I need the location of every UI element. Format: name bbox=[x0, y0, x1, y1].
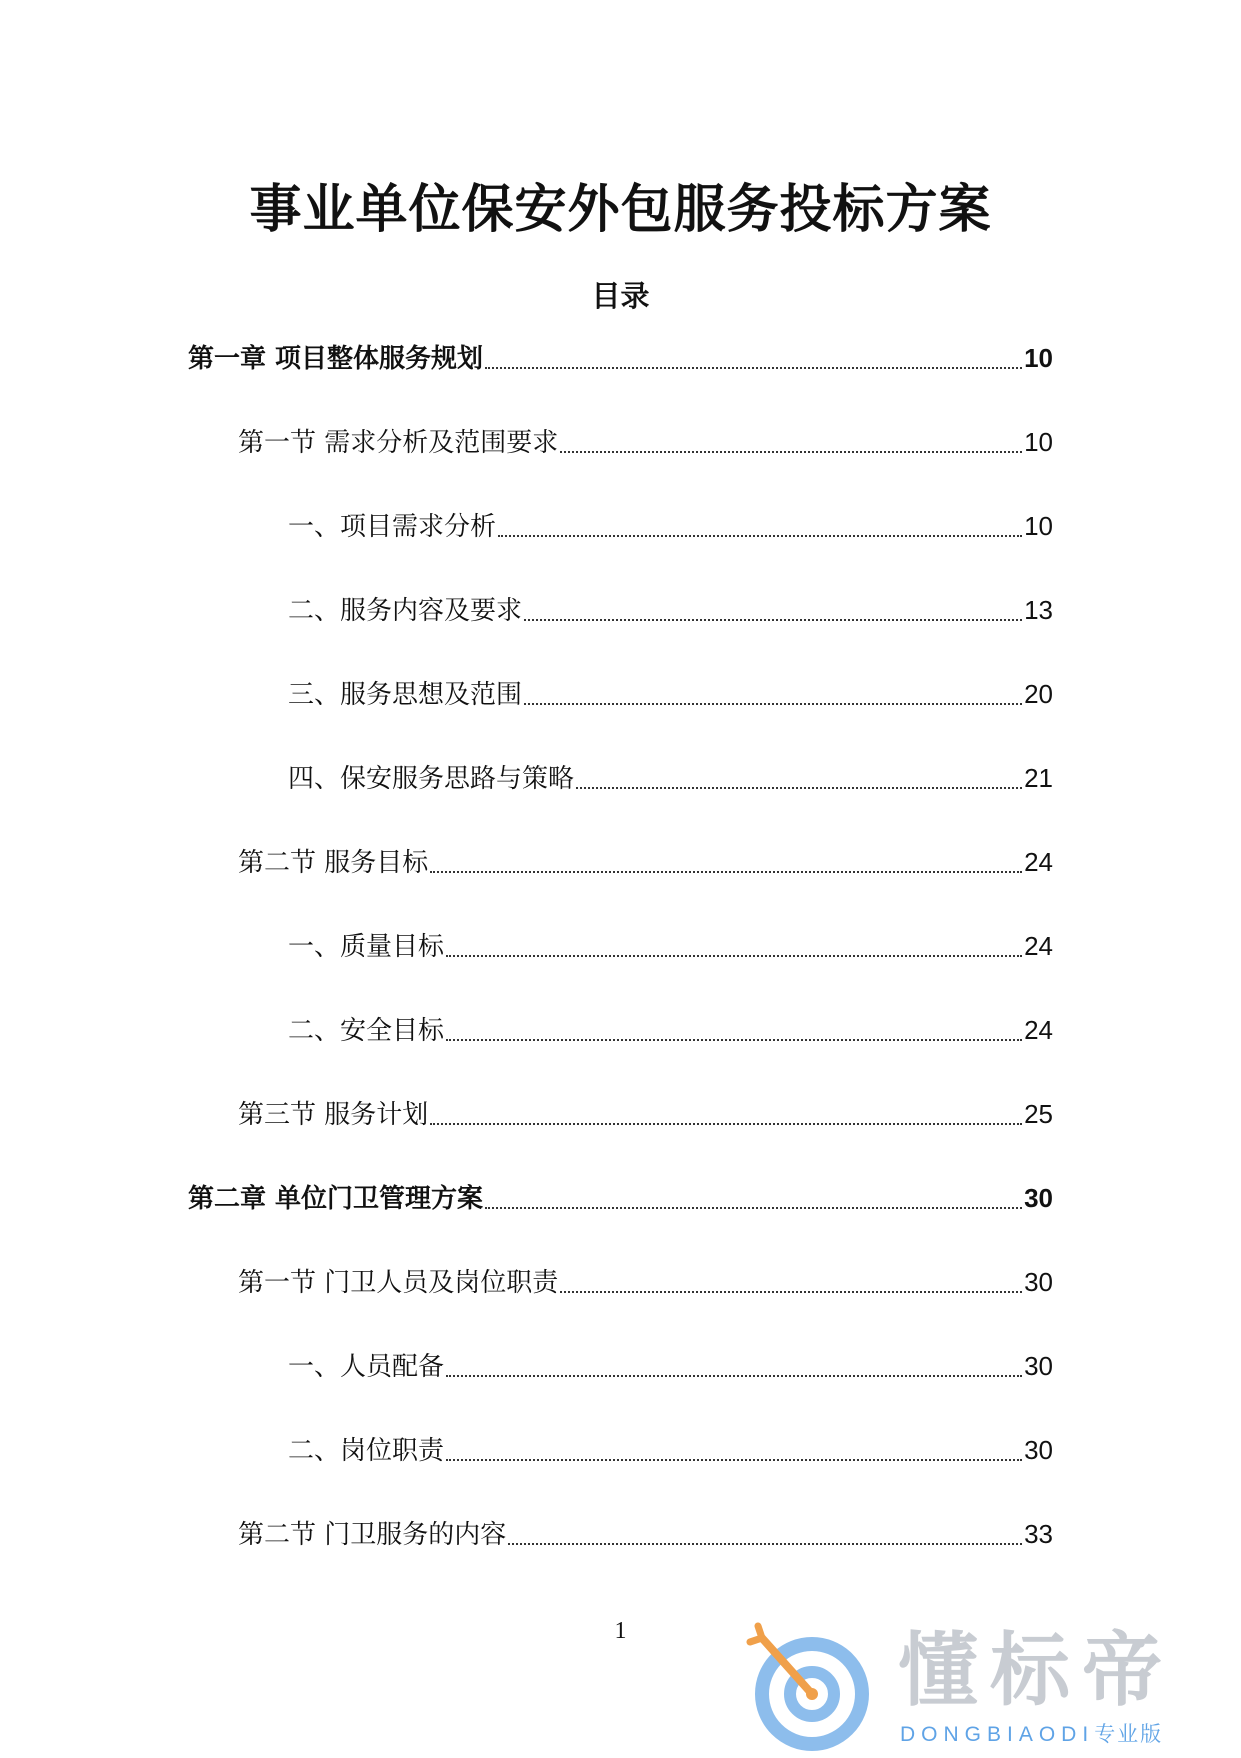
watermark-edition: 专业版 bbox=[1094, 1723, 1164, 1746]
toc-entry-page: 33 bbox=[1024, 1519, 1053, 1549]
toc-entry-page: 10 bbox=[1024, 511, 1053, 541]
toc-dot-leader bbox=[446, 955, 1022, 957]
watermark-subtitle bbox=[900, 1722, 1163, 1748]
toc-entry[interactable] bbox=[288, 758, 1053, 798]
toc-entry-page: 30 bbox=[1024, 1435, 1053, 1465]
toc-dot-leader bbox=[485, 367, 1022, 369]
toc-dot-leader bbox=[430, 871, 1022, 873]
toc-entry-page: 21 bbox=[1024, 763, 1053, 793]
toc-entry-label: 二、安全目标 bbox=[288, 1016, 445, 1046]
toc-dot-leader bbox=[524, 703, 1022, 705]
toc-entry-page: 25 bbox=[1024, 1099, 1053, 1129]
page-number: 1 bbox=[614, 1618, 627, 1644]
toc-entry[interactable] bbox=[188, 1178, 1053, 1218]
toc-entry-page: 13 bbox=[1024, 595, 1053, 625]
toc-heading: 目录 bbox=[591, 279, 650, 313]
toc-entry-page: 30 bbox=[1024, 1351, 1053, 1381]
toc-entry-label: 二、服务内容及要求 bbox=[288, 596, 523, 626]
toc-dot-leader bbox=[430, 1123, 1022, 1125]
watermark-latin: DONGBIAODI bbox=[900, 1723, 1095, 1746]
toc-entry-page: 20 bbox=[1024, 679, 1053, 709]
toc-entry[interactable] bbox=[238, 1094, 1053, 1134]
toc-entry-label: 一、项目需求分析 bbox=[288, 512, 497, 542]
watermark-brand: 懂标帝 bbox=[898, 1624, 1174, 1717]
toc-entry-label: 第一节 门卫人员及岗位职责 bbox=[238, 1268, 559, 1298]
watermark bbox=[740, 1618, 1240, 1754]
toc-entry-label: 第一章 项目整体服务规划 bbox=[188, 344, 484, 374]
toc-dot-leader bbox=[446, 1039, 1022, 1041]
toc-entry-label: 一、人员配备 bbox=[288, 1352, 445, 1382]
document-title: 事业单位保安外包服务投标方案 bbox=[249, 180, 992, 240]
target-arrow-icon bbox=[740, 1618, 890, 1758]
toc-entry-page: 30 bbox=[1024, 1267, 1053, 1297]
toc-entry[interactable] bbox=[288, 674, 1053, 714]
toc-entry[interactable] bbox=[288, 1430, 1053, 1470]
toc-entry-label: 第二节 服务目标 bbox=[238, 848, 429, 878]
toc-entry-label: 第三节 服务计划 bbox=[238, 1100, 429, 1130]
toc-entry[interactable] bbox=[288, 1010, 1053, 1050]
toc-dot-leader bbox=[560, 1291, 1022, 1293]
toc-entry-page: 24 bbox=[1024, 847, 1053, 877]
toc-dot-leader bbox=[576, 787, 1022, 789]
toc-dot-leader bbox=[560, 451, 1022, 453]
toc-dot-leader bbox=[524, 619, 1022, 621]
toc-dot-leader bbox=[508, 1543, 1022, 1545]
toc-entry-page: 10 bbox=[1024, 427, 1053, 457]
toc-entry[interactable] bbox=[288, 1346, 1053, 1386]
toc-entry[interactable] bbox=[288, 926, 1053, 966]
toc-entry-page: 10 bbox=[1024, 343, 1053, 373]
toc-entry-page: 30 bbox=[1024, 1183, 1053, 1213]
toc-entry-label: 第二章 单位门卫管理方案 bbox=[188, 1184, 484, 1214]
toc-entry-label: 三、服务思想及范围 bbox=[288, 680, 523, 710]
toc-entry-page: 24 bbox=[1024, 1015, 1053, 1045]
toc-dot-leader bbox=[446, 1375, 1022, 1377]
toc-dot-leader bbox=[485, 1207, 1022, 1209]
toc-entry-label: 一、质量目标 bbox=[288, 932, 445, 962]
toc-entry-page: 24 bbox=[1024, 931, 1053, 961]
toc-dot-leader bbox=[446, 1459, 1022, 1461]
toc-entry-label: 第一节 需求分析及范围要求 bbox=[238, 428, 559, 458]
toc-entry[interactable] bbox=[238, 1262, 1053, 1302]
toc-entry-label: 第二节 门卫服务的内容 bbox=[238, 1520, 507, 1550]
toc-entry[interactable] bbox=[238, 1514, 1053, 1554]
toc-dot-leader bbox=[498, 535, 1022, 537]
toc-entry-label: 二、岗位职责 bbox=[288, 1436, 445, 1466]
toc-entry[interactable] bbox=[288, 506, 1053, 546]
toc-entry[interactable] bbox=[188, 338, 1053, 378]
toc-entry[interactable] bbox=[288, 590, 1053, 630]
toc-entry-label: 四、保安服务思路与策略 bbox=[288, 764, 575, 794]
toc-entry[interactable] bbox=[238, 842, 1053, 882]
toc-entry[interactable] bbox=[238, 422, 1053, 462]
